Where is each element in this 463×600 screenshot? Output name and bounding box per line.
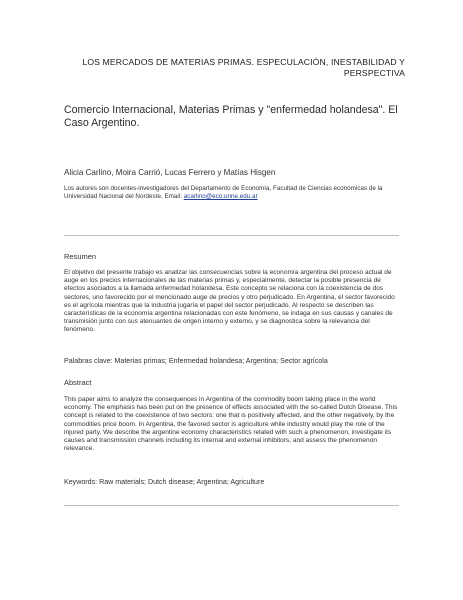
resumen-keywords: Palabras clave: Materias primas; Enfermedad holandesa; Argentina; Sector agrícola: [64, 357, 328, 365]
abstract-heading: Abstract: [64, 378, 92, 387]
author-email-link[interactable]: acarlino@eco.unne.edu.ar: [183, 193, 258, 201]
abstract-keywords: Keywords: Raw materials; Dutch disease; Argentina; Agriculture: [64, 478, 265, 486]
running-header: LOS MERCADOS DE MATERIAS PRIMAS. ESPECULACIÓN, INESTABILIDAD Y PERSPECTIVA: [82, 57, 405, 78]
article-title: Comercio Internacional, Materias Primas y "enfermedad holandesa". El Caso Argentino.: [64, 104, 398, 129]
abstract-top-divider: [64, 235, 399, 236]
resumen-body: El objetivo del presente trabajo es analizar las consecuencias sobre la economía argentina del proceso actual de auge en los precios internacionales de las materias primas y, especialmente, detectar la posible presencia de efectos asociados a la llamada enfermedad holandesa. Este concepto se relaciona con la coexistencia de dos sectores, uno favorecido por el mencionado auge de precios y otro perjudicado. En Argentina, el sector favorecido es el agrícola mientras que la industria jugaría el papel del sector perjudicado. Al respecto se describen las características de la economía argentina relacionadas con este fenómeno, se indaga en sus causas y canales de transmisión junto con sus atenuantes de origen interno y externo, y se diagnostica sobre la relevancia del fenómeno.: [64, 269, 395, 334]
abstract-bottom-divider: [64, 505, 399, 506]
author-list: Alicia Carlino, Moira Carrió, Lucas Ferrero y Matías Hisgen: [64, 168, 276, 177]
affiliation-text: Los autores son docentes-investigadores del Departamento de Economía, Facultad de Ciencias económicas de la Universidad Nacional del Nordeste. Email:: [64, 185, 383, 201]
resumen-heading: Resumen: [64, 252, 97, 261]
abstract-body: This paper aims to analyze the consequences in Argentina of the commodity boom taking place in the world economy. The emphasis has been put on the presence of effects associated with the so-called Dutch Disease. This concept is related to the coexistence of two sectors: one that is positively affected, and the other negatively, by the commodities price boom. In Argentina, the favored sector is agriculture while industry would play the role of the injured party. We describe the argentine economy characteristics related with such a phenomenon, investigate its causes and transmission channels including its internal and external inhibitors, and assess the phenomenon relevance.: [64, 396, 398, 453]
author-affiliation: [64, 185, 411, 202]
